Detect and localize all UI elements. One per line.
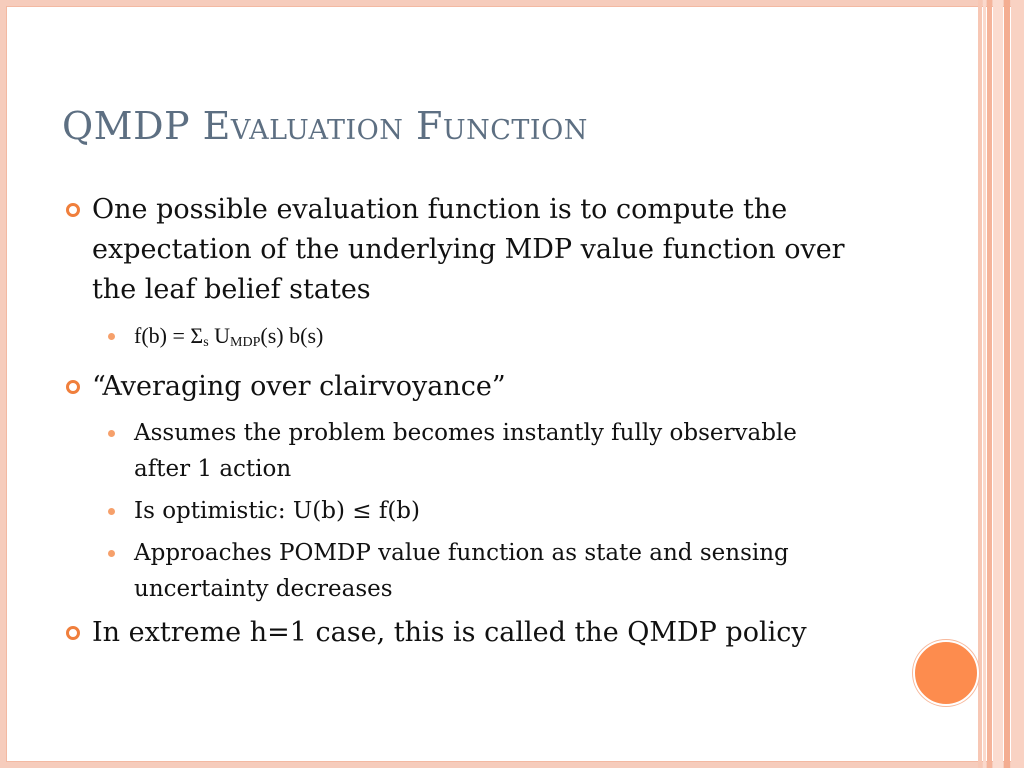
decorative-stripe	[993, 0, 1003, 768]
bullet-text: In extreme h=1 case, this is called the QMDP policy	[92, 617, 807, 648]
bullet-ring-icon	[66, 626, 80, 640]
bullet-dot-icon	[108, 550, 115, 557]
decorative-stripe	[978, 0, 982, 768]
bullet-dot-icon	[108, 508, 115, 515]
sub-bullet-item	[62, 415, 852, 487]
formula	[134, 323, 323, 348]
bullet-item	[62, 190, 852, 310]
bullet-ring-icon	[66, 203, 80, 217]
decorative-stripe	[987, 0, 992, 768]
formula-subscript: s	[203, 335, 209, 350]
bullet-text: “Averaging over clairvoyance”	[92, 371, 506, 402]
formula-mid: U	[208, 323, 231, 348]
formula-prefix: f(b) = Σ	[134, 323, 204, 348]
bullet-dot-icon	[108, 333, 115, 340]
sub-bullet-text: Is optimistic: U(b) ≤ f(b)	[134, 498, 421, 524]
sub-bullet-item	[62, 318, 852, 361]
decorative-stripe	[983, 0, 986, 768]
sub-bullet-item	[62, 535, 852, 607]
formula-suffix: (s) b(s)	[260, 323, 324, 348]
bullet-ring-icon	[66, 380, 80, 394]
sub-bullet-item	[62, 493, 852, 529]
sub-bullet-text: Approaches POMDP value function as state and sensing uncertainty decreases	[134, 540, 789, 602]
slide-title: QMDP Evaluation Function	[62, 104, 588, 148]
formula-subscript: MDP	[230, 335, 261, 350]
bullet-item	[62, 613, 852, 653]
decorative-stripe	[1011, 0, 1024, 768]
decorative-circle	[913, 640, 979, 706]
decorative-stripe	[1004, 0, 1010, 768]
sub-bullet-text: Assumes the problem becomes instantly fully observable after 1 action	[134, 420, 797, 482]
bullet-text: One possible evaluation function is to compute the expectation of the underlying MDP value function over the leaf belief states	[92, 194, 845, 305]
slide-content	[62, 190, 852, 661]
bullet-item	[62, 367, 852, 407]
bullet-dot-icon	[108, 430, 115, 437]
